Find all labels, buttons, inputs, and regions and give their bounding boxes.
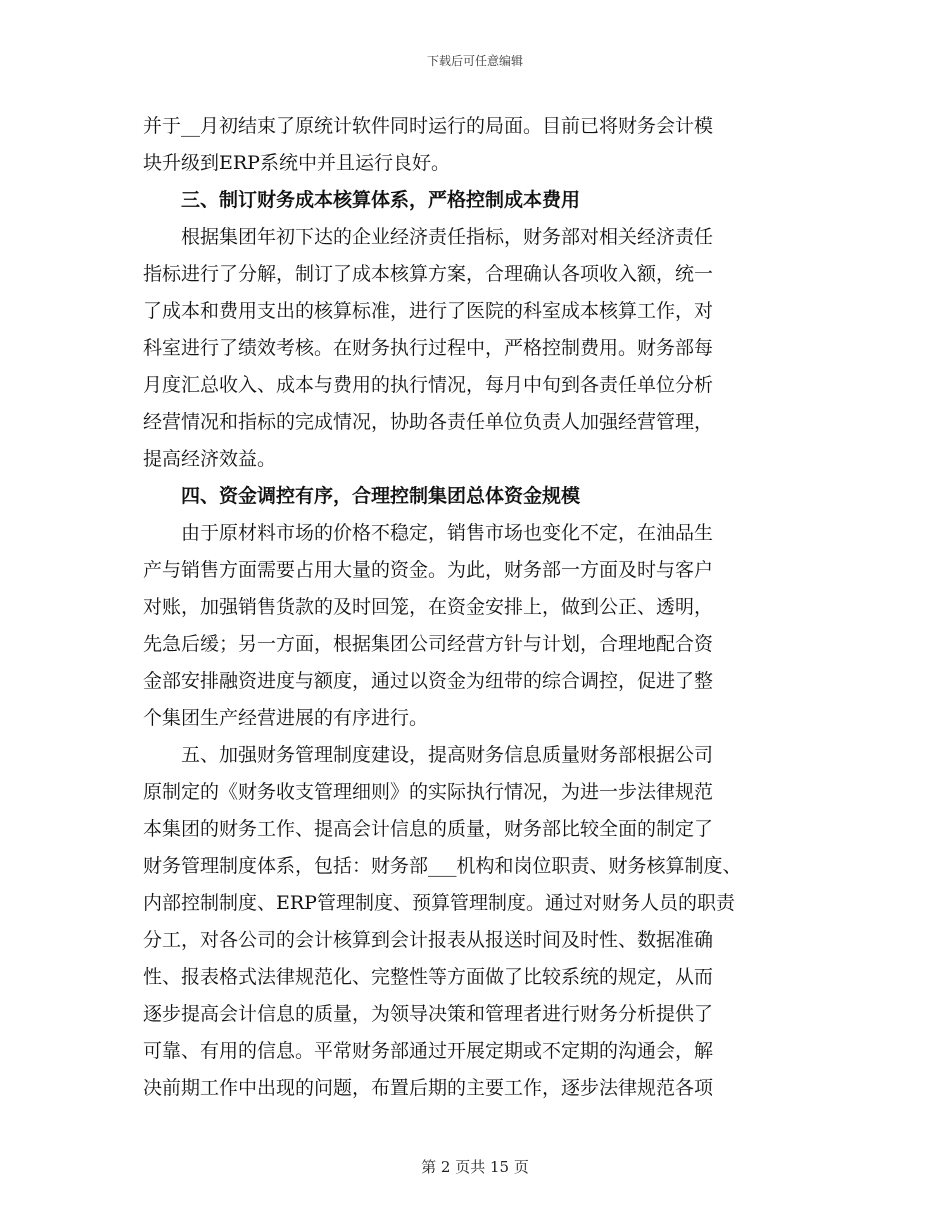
text-line: 经营情况和指标的完成情况，协助各责任单位负责人加强经营管理， bbox=[143, 411, 714, 433]
text-line: 五、加强财务管理制度建设，提高财务信息质量财务部根据公司 bbox=[143, 744, 714, 766]
text-line: 逐步提高会计信息的质量，为领导决策和管理者进行财务分析提供了 bbox=[143, 1003, 714, 1025]
text-line: 金部安排融资进度与额度，通过以资金为纽带的综合调控，促进了整 bbox=[143, 670, 714, 692]
text-line: 产与销售方面需要占用大量的资金。为此，财务部一方面及时与客户 bbox=[143, 559, 714, 581]
text-line: 个集团生产经营进展的有序进行。 bbox=[143, 707, 429, 729]
text-line: 分工，对各公司的会计核算到会计报表从报送时间及时性、数据准确 bbox=[143, 929, 714, 951]
text-line: 性、报表格式法律规范化、完整性等方面做了比较系统的规定，从而 bbox=[143, 966, 714, 988]
text-line: 原制定的《财务收支管理细则》的实际执行情况，为进一步法律规范 bbox=[143, 781, 714, 803]
section-heading: 四、资金调控有序，合理控制集团总体资金规模 bbox=[143, 485, 581, 507]
text-line: 根据集团年初下达的企业经济责任指标，财务部对相关经济责任 bbox=[143, 226, 714, 248]
body-text bbox=[143, 108, 815, 1107]
text-line: 指标进行了分解，制订了成本核算方案，合理确认各项收入额，统一 bbox=[143, 263, 714, 285]
text-line: 本集团的财务工作、提高会计信息的质量，财务部比较全面的制定了 bbox=[143, 818, 714, 840]
section-heading: 三、制订财务成本核算体系，严格控制成本费用 bbox=[143, 189, 581, 211]
text-line: 可靠、有用的信息。平常财务部通过开展定期或不定期的沟通会，解 bbox=[143, 1040, 714, 1062]
text-line: 由于原材料市场的价格不稳定，销售市场也变化不定，在油品生 bbox=[143, 522, 714, 544]
text-line: 科室进行了绩效考核。在财务执行过程中，严格控制费用。财务部每 bbox=[143, 337, 714, 359]
text-line: 并于__月初结束了原统计软件同时运行的局面。目前已将财务会计模 bbox=[143, 115, 714, 137]
page-header: 下载后可任意编辑 bbox=[426, 54, 523, 68]
text-line: 对账，加强销售货款的及时回笼，在资金安排上，做到公正、透明， bbox=[143, 596, 714, 618]
page-footer: 第 2 页共 15 页 bbox=[421, 1158, 529, 1176]
text-line: 月度汇总收入、成本与费用的执行情况，每月中旬到各责任单位分析 bbox=[143, 374, 714, 396]
text-line: 提高经济效益。 bbox=[143, 448, 277, 470]
text-line: 先急后缓；另一方面，根据集团公司经营方针与计划，合理地配合资 bbox=[143, 633, 714, 655]
text-line: 财务管理制度体系，包括：财务部___机构和岗位职责、财务核算制度、 bbox=[143, 855, 742, 877]
text-line: 决前期工作中出现的问题，布置后期的主要工作，逐步法律规范各项 bbox=[143, 1077, 714, 1099]
text-line: 了成本和费用支出的核算标准，进行了医院的科室成本核算工作，对 bbox=[143, 300, 714, 322]
text-line: 块升级到ERP系统中并且运行良好。 bbox=[143, 152, 450, 174]
text-line: 内部控制制度、ERP管理制度、预算管理制度。通过对财务人员的职责 bbox=[143, 892, 735, 914]
